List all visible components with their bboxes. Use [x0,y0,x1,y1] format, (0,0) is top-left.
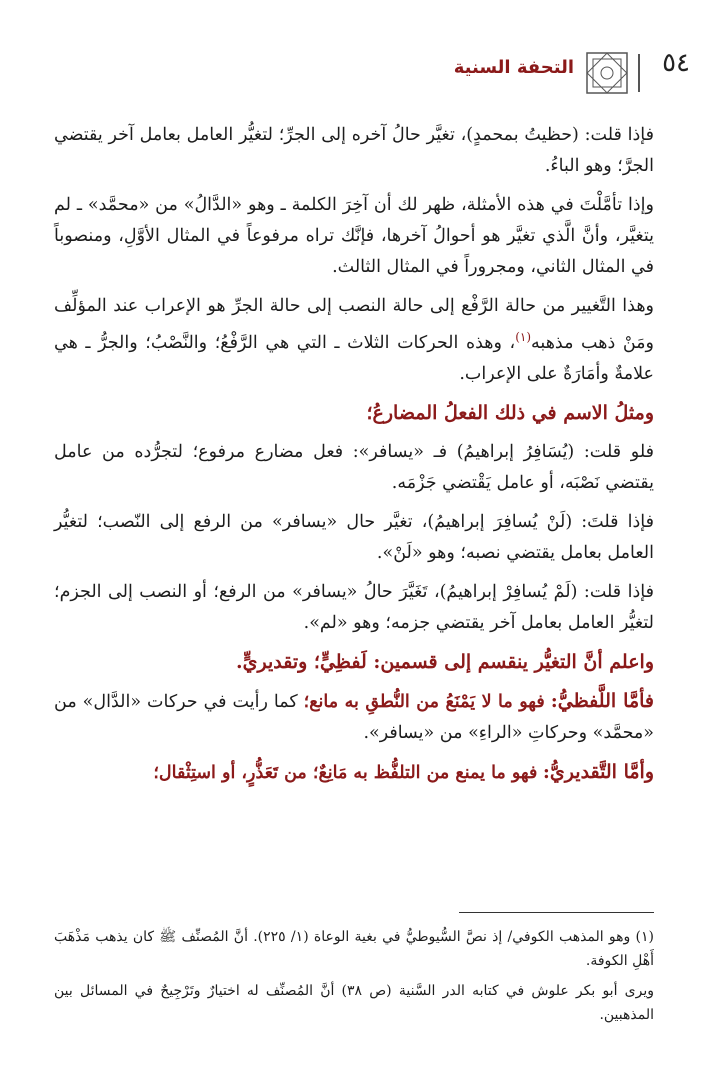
paragraph-text: ، وهذه الحركات الثلاث ـ التي هي الرَّفْعُ؛ والنَّصْبُ؛ والجرُّ ـ هي علامةٌ وأمَارَةٌ على الإعراب. [54,332,654,384]
ornament-icon [584,50,630,96]
page-number: ٥٤ [662,48,690,78]
paragraph [54,686,654,749]
paragraph: فلو قلت: (يُسَافِرُ إبراهيمُ) فـ «يسافر»: فعل مضارع مرفوع؛ لتجرُّده من عامل يقتضي نَصْبَه، أو عامل يَقْتضي جَزْمَه. [54,441,654,493]
paragraph-text: كما رأيت في حركات «الدَّال» من «محمَّد» وحركاتِ «الراءِ» من «يسافر». [54,691,654,743]
term-lead: وأمَّا التَّقديريُّ: [542,760,654,783]
header-divider [638,54,640,92]
paragraph [54,291,654,390]
paragraph: وإذا تأمَّلْتَ في هذه الأمثلة، ظهر لك أن آخِرَ الكلمة ـ وهو «الدَّالُ» من «محمَّد» ـ لم يتغيَّر، وأنَّ الَّذي تغيَّر هو أحوالُ آخرها، فإنَّك تراه مرفوعاً في المثال الأوَّلِ، ومنصوباً في المثال الثاني، ومجروراً في المثال الثالث. [54,195,654,277]
term-definition: فهو ما يمنع من التلفُّظ به مَانِعٌ؛ من تَعَذُّرٍ، أو استِثْقال؛ [153,762,538,783]
term-definition: فهو ما لا يَمْنَعُ من النُّطقِ به مانع؛ [303,691,545,712]
paragraph: فإذا قلت: (لَمْ يُسافِرْ إبراهيمُ)، تَغَيَّرَ حالُ «يسافر» من الرفع؛ أو النصب إلى الجزم؛ لتغيُّر العامل بعامل آخر يقتضي جزمه؛ وهو «لم». [54,581,654,633]
footnote: ويرى أبو بكر علوش في كتابه الدر السَّنية (ص ٣٨) أنَّ المُصنِّف له اختيارٌ وتَرْجِيحٌ في المسائل بين المذهبين. [54,983,654,1023]
footnote-divider [459,912,654,913]
section-heading: ومثلُ الاسم في ذلك الفعلُ المضارعُ؛ [366,401,654,424]
paragraph-text: وهذا التَّغيير من حالة الرَّفْع إلى حالة النصب إلى حالة الجرِّ هو الإعراب عند المؤلِّف ومَنْ ذهب مذهبه [54,296,654,353]
paragraph: فإذا قلتَ: (لَنْ يُسافِرَ إبراهيمُ)، تغيَّر حال «يسافر» من الرفع إلى النّصب؛ لتغيُّر العامل بعامل يقتضي نصبه؛ وهو «لَنْ». [54,511,654,563]
section-heading: واعلم أنَّ التغيُّر ينقسم إلى قسمين: لَفظِيٍّ؛ وتقديريٍّ. [236,650,654,673]
footnotes [54,925,654,1033]
paragraph: فإذا قلت: (حظيتُ بمحمدٍ)، تغيَّر حالُ آخره إلى الجرِّ؛ لتغيُّر العامل بعامل آخر يقتضي الجرَّ؛ وهو الباءُ. [54,125,654,176]
paragraph [54,757,654,789]
footnote-ref[interactable]: (١) [515,330,532,344]
running-title: التحفة السنية [453,57,574,78]
main-text [54,120,654,797]
page-header [62,46,690,96]
footnote: (١) وهو المذهب الكوفي/ إذ نصَّ السُّيوطيُّ في بغية الوعاة (١/ ٢٢٥). أنَّ المُصنِّف ﷺ كان يذهب مَذْهَبَ أَهْلِ الكوفة. [54,929,654,969]
term-lead: فأمَّا اللَّفظيُّ: [550,689,655,712]
